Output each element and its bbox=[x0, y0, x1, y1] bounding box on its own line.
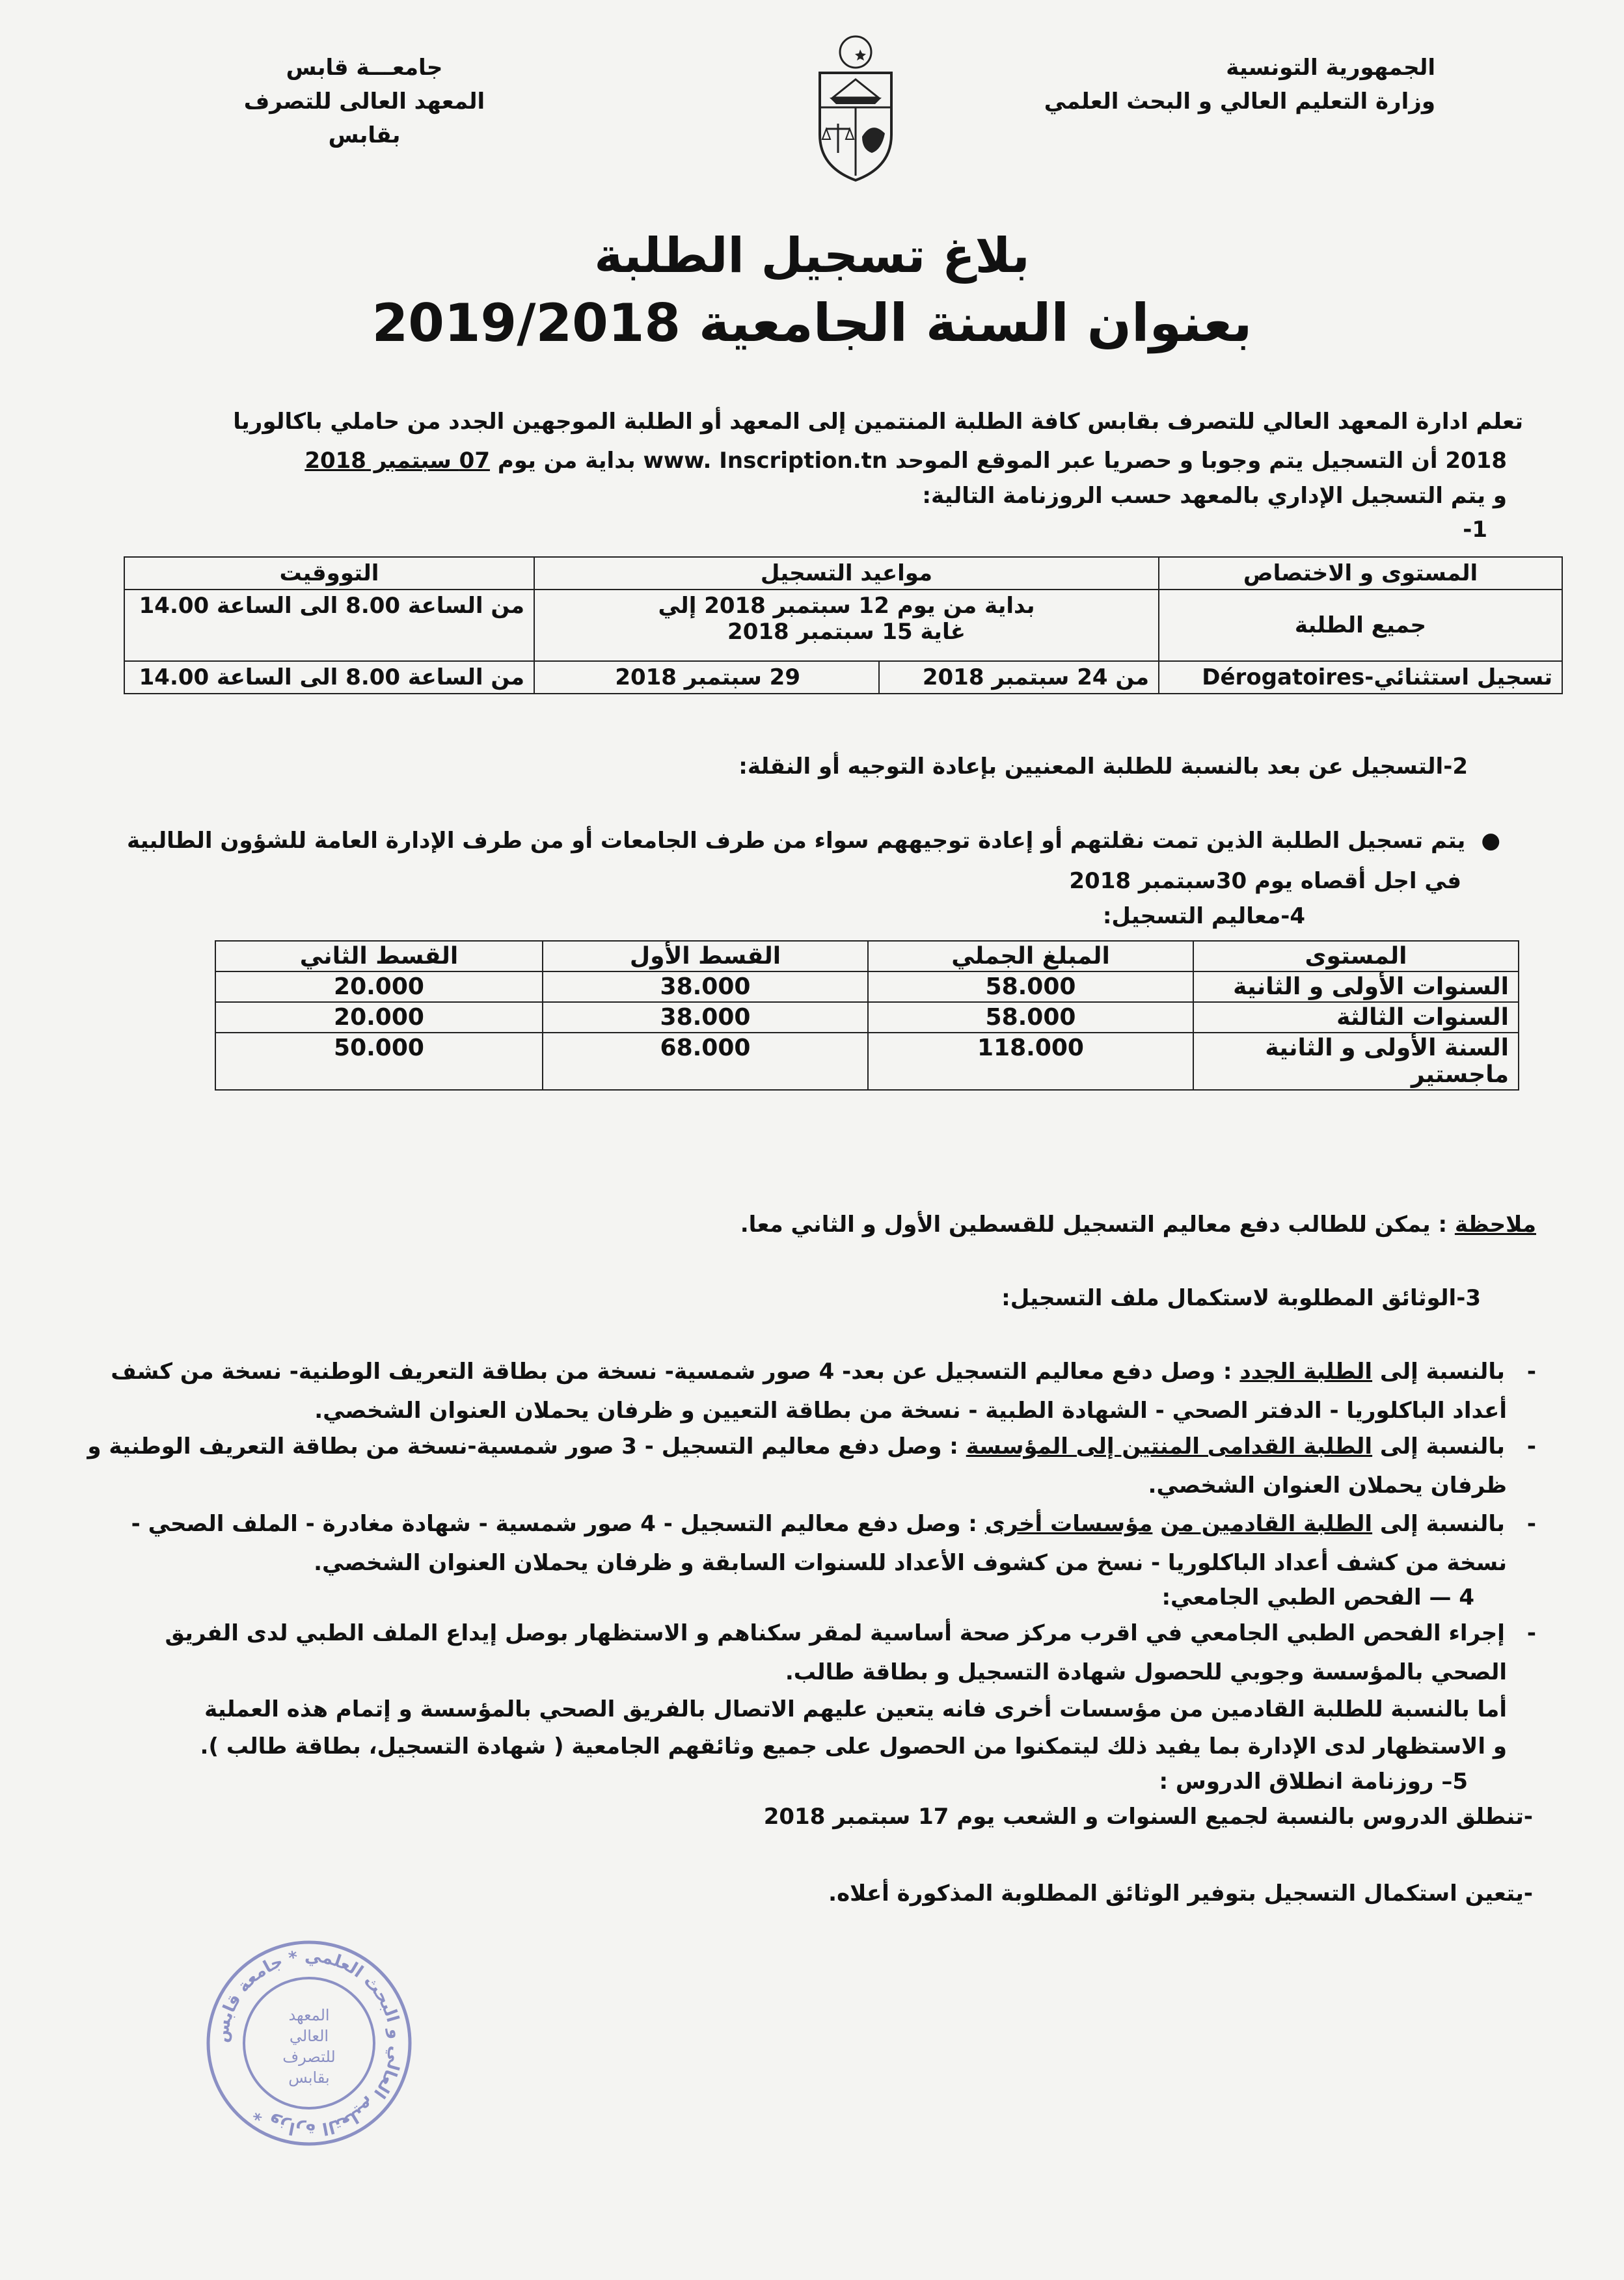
section-4-p1-line-2: الصحي بالمؤسسة وجوبي للحصول شهادة التسجيل و بطاقة طالب. bbox=[785, 1659, 1507, 1685]
cell-level: السنوات الثالثة bbox=[1193, 1002, 1519, 1033]
cell-second: 20.000 bbox=[215, 971, 543, 1002]
col-header-time: التووقيت bbox=[124, 557, 534, 590]
cell-date-from: من 24 سبتمبر 2018 bbox=[879, 661, 1159, 694]
col-header-first-installment: القسط الأول bbox=[543, 941, 868, 971]
stamp-center-line-4: بقابس bbox=[288, 2069, 330, 2087]
cell-second: 20.000 bbox=[215, 1002, 543, 1033]
section-3-item-2-line-2: ظرفان يحملان العنوان الشخصي. bbox=[1148, 1472, 1507, 1499]
table-row bbox=[215, 1002, 1519, 1033]
table-row bbox=[215, 1033, 1519, 1090]
section-number-1: 1- bbox=[1463, 517, 1487, 543]
text-prefix: بالنسبة إلى bbox=[1372, 1511, 1505, 1537]
col-header-level: المستوى bbox=[1193, 941, 1519, 971]
section-2-bullet-text: يتم تسجيل الطلبة الذين تمت نقلتهم أو إعادة توجيههم سواء من طرف الجامعات أو من طرف الإدارة العامة للشؤون الطالبية bbox=[127, 828, 1466, 854]
table-row bbox=[215, 971, 1519, 1002]
cell-level: السنوات الأولى و الثانية bbox=[1193, 971, 1519, 1002]
tunisia-coat-of-arms-icon bbox=[807, 33, 904, 189]
section-4-p2-line-2: و الاستظهار لدى الإدارة بما يفيد ذلك ليتمكنوا من الحصول على جميع وثائقهم الجامعية ( شهادة التسجيل، بطاقة طالب ). bbox=[200, 1733, 1507, 1759]
fees-heading: 4-معاليم التسجيل: bbox=[1102, 903, 1305, 929]
col-header-total: المبلغ الجملي bbox=[868, 941, 1193, 971]
note-label: ملاحظة bbox=[1454, 1212, 1536, 1238]
cell-level bbox=[1193, 1033, 1519, 1090]
note-text: : يمكن للطالب دفع معاليم التسجيل للقسطين الأول و الثاني معا. bbox=[740, 1212, 1448, 1238]
section-4-p1-line-1 bbox=[165, 1620, 1537, 1646]
text-rest: : وصل دفع معاليم التسجيل - 3 صور شمسية-نسخة من بطاقة التعريف الوطنية و bbox=[87, 1433, 966, 1459]
cell-level: جميع الطلبة bbox=[1159, 590, 1562, 661]
registration-schedule-table bbox=[124, 556, 1563, 694]
cell-time: من الساعة 8.00 الى الساعة 14.00 bbox=[124, 661, 534, 694]
intro-line-2-text: 2018 أن التسجيل يتم وجوبا و حصريا عبر الموقع الموحد www. Inscription.tn بداية من يوم bbox=[497, 448, 1507, 474]
dash-icon: - bbox=[1526, 1511, 1536, 1537]
cell-first: 68.000 bbox=[543, 1033, 868, 1090]
text-space bbox=[1152, 1511, 1160, 1537]
cell-total: 58.000 bbox=[868, 1002, 1193, 1033]
dash-icon: - bbox=[1526, 1433, 1536, 1459]
section-4-p2-line-1: أما بالنسبة للطلبة القادمين من مؤسسات أخرى فانه يتعين عليهم الاتصال بالفريق الصحي بالمؤسسة و إتمام هذه العملية bbox=[204, 1696, 1507, 1722]
table-row bbox=[124, 590, 1562, 661]
cell-total: 118.000 bbox=[868, 1033, 1193, 1090]
section-4-p1-text: إجراء الفحص الطبي الجامعي في اقرب مركز صحة أساسية لمقر سكناهم و الاستظهار بوصل إيداع الملف الطبي لدى الفريق bbox=[165, 1620, 1505, 1646]
header-institution bbox=[202, 51, 527, 152]
section-2-bullet-line-2: في اجل أقصاه يوم 30سبتمبر 2018 bbox=[1069, 868, 1461, 894]
text-rest: : وصل دفع معاليم التسجيل - 4 صور شمسية - شهادة مغادرة - الملف الصحي - bbox=[131, 1511, 985, 1537]
section-3-item-1-line-1 bbox=[111, 1359, 1536, 1385]
intro-line-3: و يتم التسجيل الإداري بالمعهد حسب الروزنامة التالية: bbox=[922, 483, 1507, 509]
intro-line-2 bbox=[304, 448, 1507, 474]
table-header-row bbox=[124, 557, 1562, 590]
text-underlined: مؤسسات أخرى bbox=[984, 1511, 1153, 1537]
cell-date-to: 29 سبتمبر 2018 bbox=[534, 661, 879, 694]
stamp-ring-text: وزارة التعليم العالي و البحث العلمي * جامعة قابس * bbox=[211, 1946, 406, 2140]
cell-level-line2: ماجستير bbox=[1411, 1061, 1509, 1088]
section-3-item-3-line-2: نسخة من كشف أعداد الباكلوريا - نسخ من كشوف الأعداد للسنوات السابقة و ظرفان يحملان العنوان الشخصي. bbox=[314, 1550, 1507, 1576]
bullet-icon: ● bbox=[1481, 828, 1500, 854]
section-3-heading: 3-الوثائق المطلوبة لاستكمال ملف التسجيل: bbox=[1001, 1285, 1481, 1311]
table-row bbox=[124, 661, 1562, 694]
col-header-second-installment: القسط الثاني bbox=[215, 941, 543, 971]
text-rest: : وصل دفع معاليم التسجيل عن بعد- 4 صور شمسية- نسخة من بطاقة التعريف الوطنية- نسخة من كشف bbox=[111, 1359, 1240, 1385]
institution-stamp bbox=[202, 1936, 416, 2151]
stamp-center-line-2: العالي bbox=[289, 2027, 329, 2045]
section-3-item-2-line-1 bbox=[87, 1433, 1536, 1459]
cell-dates-line1: بداية من يوم 12 سبتمبر 2018 إلي bbox=[658, 593, 1035, 619]
section-5-line-1: -تنطلق الدروس بالنسبة لجميع السنوات و الشعب يوم 17 سبتمبر 2018 bbox=[763, 1804, 1533, 1830]
header-ministry bbox=[980, 51, 1435, 118]
header-ministry-name: وزارة التعليم العالي و البحث العلمي bbox=[1044, 88, 1435, 115]
text-underlined: الطلبة الجدد bbox=[1239, 1359, 1373, 1385]
cell-level-line1: السنة الأولى و الثانية bbox=[1265, 1035, 1509, 1061]
section-2-bullet-line-1 bbox=[127, 828, 1500, 854]
cell-level: تسجيل استثنائي-Dérogatoires bbox=[1159, 661, 1562, 694]
note-line bbox=[740, 1212, 1536, 1238]
section-4-heading: 4 — الفحص الطبي الجامعي: bbox=[1161, 1584, 1474, 1610]
page-title: بلاغ تسجيل الطلبة bbox=[594, 228, 1030, 284]
intro-start-date: 07 سبتمبر 2018 bbox=[304, 448, 490, 474]
col-header-level: المستوى و الاختصاص bbox=[1159, 557, 1562, 590]
cell-dates bbox=[534, 590, 1159, 661]
text-underlined: الطلبة القادمين من bbox=[1160, 1511, 1373, 1537]
section-3-item-3-line-1 bbox=[131, 1511, 1536, 1537]
header-university: جامعـــة قابس bbox=[286, 55, 443, 81]
stamp-center-line-3: للتصرف bbox=[282, 2048, 336, 2066]
registration-fees-table bbox=[215, 940, 1519, 1091]
cell-first: 38.000 bbox=[543, 971, 868, 1002]
cell-second: 50.000 bbox=[215, 1033, 543, 1090]
cell-total: 58.000 bbox=[868, 971, 1193, 1002]
section-5-heading: 5– روزنامة انطلاق الدروس : bbox=[1159, 1769, 1468, 1795]
dash-icon: - bbox=[1526, 1359, 1536, 1385]
section-2-heading: 2-التسجيل عن بعد بالنسبة للطلبة المعنيين بإعادة التوجيه أو النقلة: bbox=[738, 753, 1468, 780]
section-3-item-1-line-2: أعداد الباكلوريا - الدفتر الصحي - الشهادة الطبية - نسخة من بطاقة التعيين و ظرفان يحملان العنوان الشخصي. bbox=[314, 1398, 1507, 1424]
header-institute: المعهد العالى للتصرف bbox=[243, 88, 485, 115]
text-prefix: بالنسبة إلى bbox=[1372, 1359, 1505, 1385]
stamp-center-line-1: المعهد bbox=[288, 2006, 330, 2024]
cell-first: 38.000 bbox=[543, 1002, 868, 1033]
final-note: -يتعين استكمال التسجيل بتوفير الوثائق المطلوبة المذكورة أعلاه. bbox=[828, 1880, 1533, 1907]
intro-line-1: تعلم ادارة المعهد العالي للتصرف بقابس كافة الطلبة المنتمين إلى المعهد أو الطلبة الموجهين الجدد من حاملي باكالوريا bbox=[233, 409, 1523, 435]
dash-icon: - bbox=[1526, 1620, 1536, 1646]
header-city: بقابس bbox=[328, 122, 401, 148]
header-republic: الجمهورية التونسية bbox=[1226, 55, 1435, 81]
table-header-row bbox=[215, 941, 1519, 971]
text-prefix: بالنسبة إلى bbox=[1372, 1433, 1505, 1459]
cell-time: من الساعة 8.00 الى الساعة 14.00 bbox=[124, 590, 534, 661]
page-subtitle: بعنوان السنة الجامعية 2019/2018 bbox=[372, 293, 1252, 353]
cell-dates-line2: غاية 15 سبتمبر 2018 bbox=[727, 619, 966, 645]
col-header-dates: مواعيد التسجيل bbox=[534, 557, 1159, 590]
text-underlined: الطلبة القدامى المنتين إلى المؤسسة bbox=[966, 1433, 1373, 1459]
